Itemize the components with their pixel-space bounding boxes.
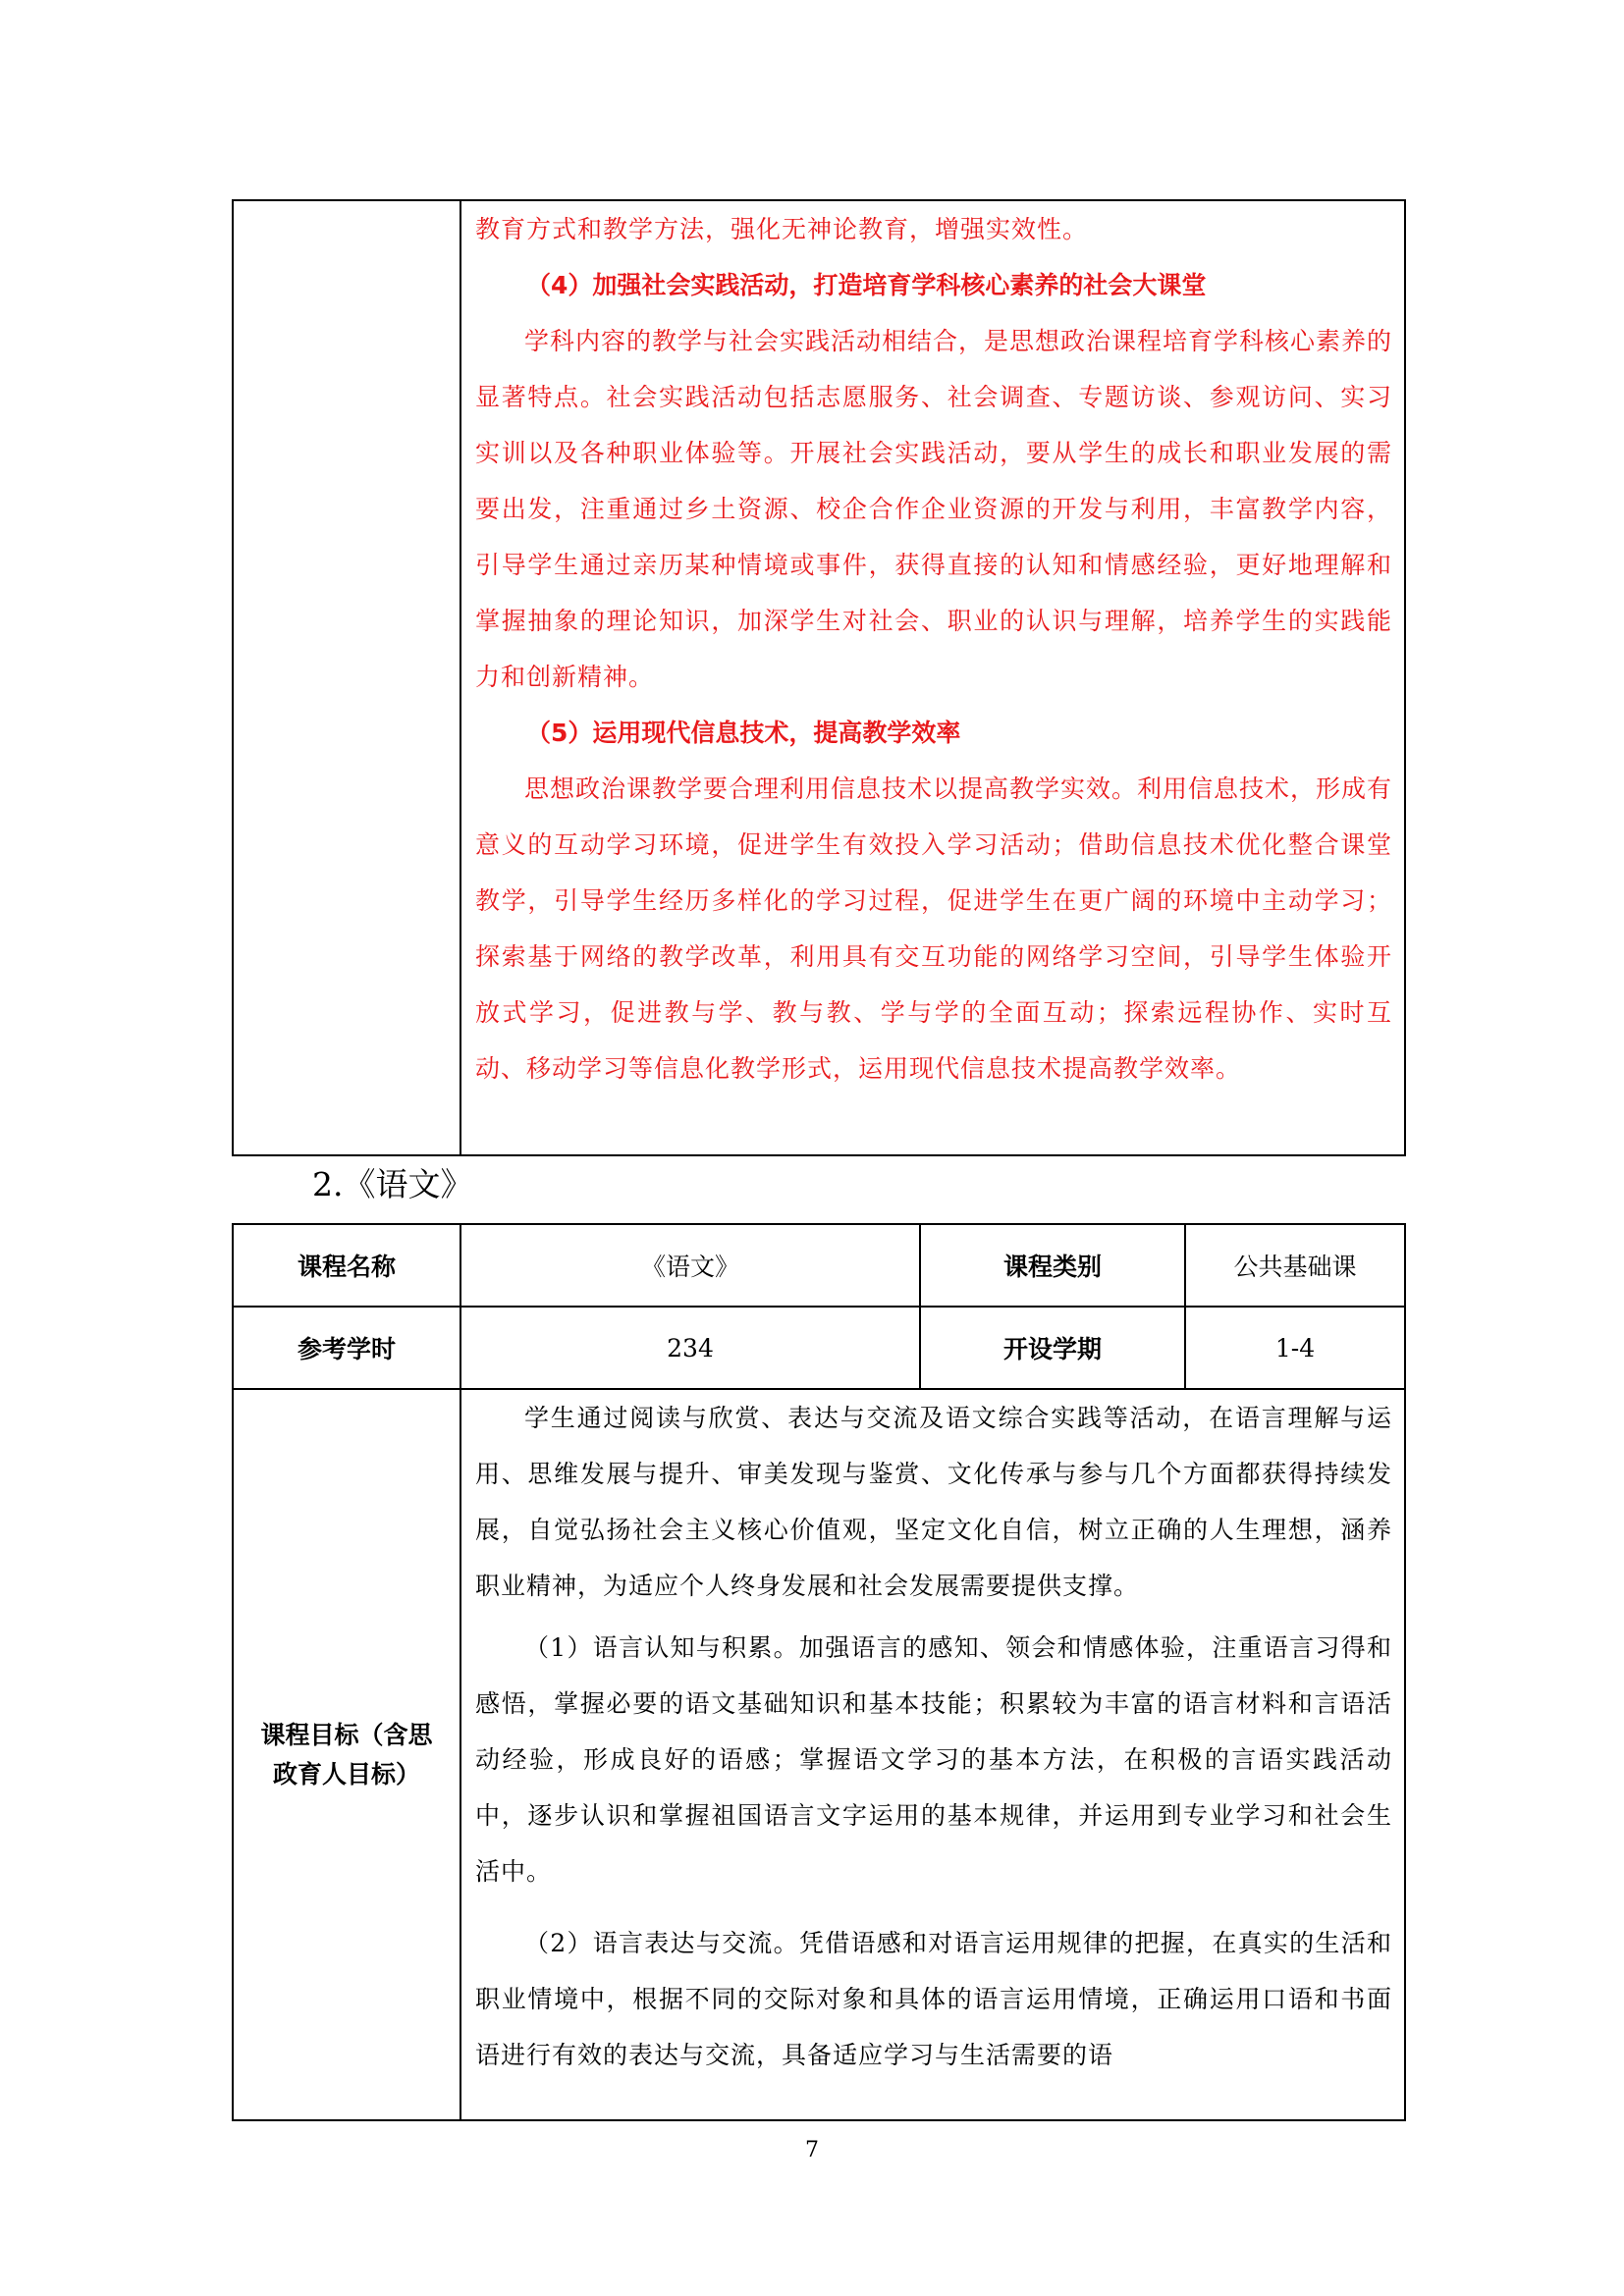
label-cell-empty	[233, 200, 460, 1155]
course-info-table	[232, 1223, 1406, 2121]
goals-paragraph-overview: 学生通过阅读与欣赏、表达与交流及语文综合实践等活动，在语言理解与运用、思维发展与提升、审美发现与鉴赏、文化传承与参与几个方面都获得持续发展，自觉弘扬社会主义核心价值观，坚定文化自信，树立正确的人生理想，涵养职业精神，为适应个人终身发展和社会发展需要提供支撑。	[475, 1404, 1392, 1600]
heading-social-practice: （4）加强社会实践活动，打造培育学科核心素养的社会大课堂	[526, 271, 1207, 299]
course-name-value: 《语文》	[460, 1224, 920, 1307]
paragraph-info-tech: 思想政治课教学要合理利用信息技术以提高教学实效。利用信息技术，形成有意义的互动学习环境，促进学生有效投入学习活动；借助信息技术优化整合课堂教学，引导学生经历多样化的学习过程，促进学生在更广阔的环境中主动学习；探索基于网络的教学改革，利用具有交互功能的网络学习空间，引导学生体验开放式学习，促进教与学、教与教、学与学的全面互动；探索远程协作、实时互动、移动学习等信息化教学形式，运用现代信息技术提高教学效率。	[475, 774, 1393, 1083]
paragraph-intro: 教育方式和教学方法，强化无神论教育，增强实效性。	[475, 215, 1089, 243]
course-category-value: 公共基础课	[1185, 1224, 1405, 1307]
goals-label: 课程目标（含思政育人目标）	[233, 1389, 460, 2120]
paragraph-social-practice: 学科内容的教学与社会实践活动相结合，是思想政治课程培育学科核心素养的显著特点。社会实践活动包括志愿服务、社会调查、专题访谈、参观访问、实习实训以及各种职业体验等。开展社会实践活动，要从学生的成长和职业发展的需要出发，注重通过乡土资源、校企合作企业资源的开发与利用，丰富教学内容，引导学生通过亲历某种情境或事件，获得直接的认知和情感经验，更好地理解和掌握抽象的理论知识，加深学生对社会、职业的认识与理解，培养学生的实践能力和创新精神。	[475, 327, 1393, 691]
semester-value: 1-4	[1185, 1307, 1405, 1389]
section-title: 2.《语文》	[312, 1165, 473, 1203]
goals-content-cell	[460, 1389, 1405, 2120]
goals-paragraph-language-cognition: （1）语言认知与积累。加强语言的感知、领会和情感体验，注重语言习得和感悟，掌握必要的语文基础知识和基本技能；积累较为丰富的语言材料和言语活动经验，形成良好的语感；掌握语文学习的基本方法，在积极的言语实践活动中，逐步认识和掌握祖国语言文字运用的基本规律，并运用到专业学习和社会生活中。	[475, 1633, 1392, 1886]
heading-info-tech: （5）运用现代信息技术，提高教学效率	[526, 719, 961, 747]
policy-table-continuation	[232, 199, 1406, 1156]
course-category-label: 课程类别	[920, 1224, 1185, 1307]
content-cell	[460, 200, 1405, 1155]
semester-label: 开设学期	[920, 1307, 1185, 1389]
reference-hours-value: 234	[460, 1307, 920, 1389]
course-name-label: 课程名称	[233, 1224, 460, 1307]
page-number: 7	[805, 2138, 819, 2163]
goals-paragraph-language-expression: （2）语言表达与交流。凭借语感和对语言运用规律的把握，在真实的生活和职业情境中，根据不同的交际对象和具体的语言运用情境，正确运用口语和书面语进行有效的表达与交流，具备适应学习与生活需要的语	[475, 1929, 1392, 2069]
reference-hours-label: 参考学时	[233, 1307, 460, 1389]
